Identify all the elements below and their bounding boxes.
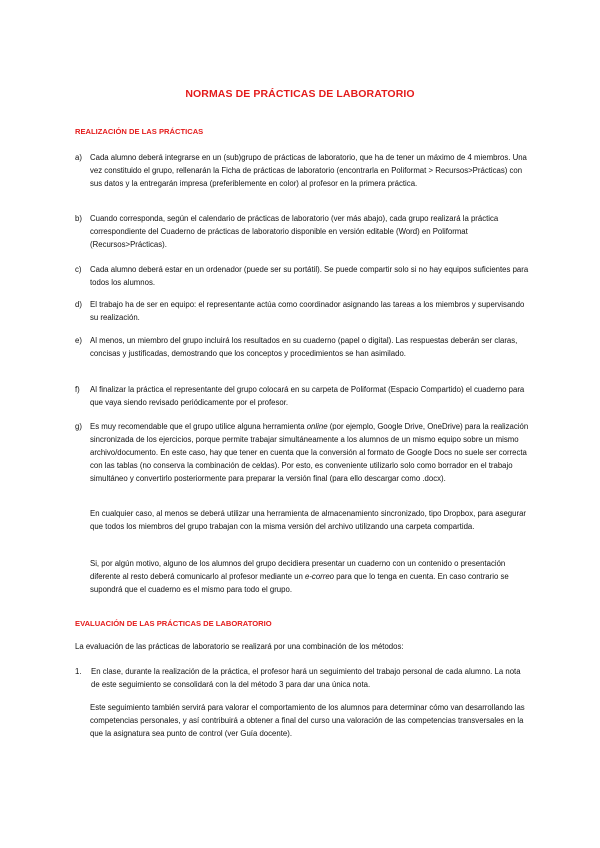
paragraph-almacenamiento: En cualquier caso, al menos se deberá utilizar una herramienta de almacenamiento sincronizado, tipo Dropbox, para asegurar que todos los miembros del grupo trabajan con la misma versión del archivo utilizando una carpeta compartida. [90, 509, 527, 531]
list-item-label: c) [75, 265, 82, 274]
list-item-text: Es muy recomendable que el grupo utilice alguna herramienta online (por ejemplo, Google Drive, OneDrive) para la realización sincronizada de los ejercicios, porque permite trabajar simultáneamente a los alumnos de un mismo equipo sobre un mismo archivo/documento. En este caso, hay que tener en cuenta que la conversión al formato de Google Docs no suele ser correcta con las tablas (no conserva la combinación de celdas). Por esto, es conveniente utilizarlo solo como borrador en el trabajo simultáneo y convertirlo posteriormente para preparar la versión final (para ello descargar como .docx). [90, 422, 529, 483]
list-item-g [75, 420, 530, 485]
list-item-text: Al menos, un miembro del grupo incluirá los resultados en su cuaderno (papel o digital). Las respuestas deberán ser claras, concisas y justificadas, demostrando que los conceptos y procedimientos se han asimilado. [90, 336, 518, 358]
paragraph-seguimiento: Este seguimiento también servirá para valorar el comportamiento de los alumnos para determinar cómo van desarrollando las competencias personales, y así contribuirá a obtener a final del curso una valoración de las competencias transversales en la que la asignatura sea punto de control (ver Guía docente). [90, 703, 525, 738]
emphasis-ecorreo: e-correo [304, 572, 335, 581]
list-item-d [75, 298, 530, 324]
list-item-label: f) [75, 385, 80, 394]
list-item-text: El trabajo ha de ser en equipo: el representante actúa como coordinador asignando las tareas a los miembros y supervisando su realización. [90, 300, 525, 322]
list-item-c [75, 263, 530, 289]
list-item-text: Cada alumno deberá integrarse en un (sub)grupo de prácticas de laboratorio, que ha de tener un máximo de 4 miembros. Una vez constituido el grupo, rellenarán la Ficha de prácticas de laboratorio (encontrarla en Poliformat > Recursos>Prácticas) con sus datos y la entregarán impresa (preferiblemente en color) al profesor en la primera práctica. [90, 153, 527, 188]
section-heading-evaluacion: EVALUACIÓN DE LAS PRÁCTICAS DE LABORATORIO [75, 619, 272, 628]
list-item-e [75, 334, 530, 360]
list-item-text: Cada alumno deberá estar en un ordenador (puede ser su portátil). Se puede compartir solo si no hay equipos suficientes para todos los alumnos. [90, 265, 529, 287]
list-item-f [75, 383, 530, 409]
list-item-label: a) [75, 153, 82, 162]
list-item-label: 1. [75, 667, 82, 676]
list-item-label: d) [75, 300, 82, 309]
list-item-text: En clase, durante la realización de la práctica, el profesor hará un seguimiento del trabajo personal de cada alumno. La nota de este seguimiento se consolidará con la del método 3 para dar una única nota. [91, 667, 521, 689]
paragraph-cuaderno-diferente: Si, por algún motivo, alguno de los alumnos del grupo decidiera presentar un cuaderno con un contenido o presentación diferente al resto deberá comunicarlo al profesor mediante un e-correo para que lo tenga en cuenta. En caso contrario se supondrá que el cuaderno es el mismo para todo el grupo. [90, 559, 509, 594]
document-title: NORMAS DE PRÁCTICAS DE LABORATORIO [185, 88, 415, 100]
section-heading-realizacion: REALIZACIÓN DE LAS PRÁCTICAS [75, 127, 204, 136]
list-item-label: e) [75, 336, 82, 345]
list-item-text: Al finalizar la práctica el representante del grupo colocará en su carpeta de Poliformat (Espacio Compartido) el cuaderno para que vaya siendo revisado periódicamente por el profesor. [90, 385, 525, 407]
list-item-label: g) [75, 422, 82, 431]
list-item-a [75, 151, 530, 190]
emphasis-online: online [306, 422, 328, 431]
list-item-text: Cuando corresponda, según el calendario de prácticas de laboratorio (ver más abajo), cada grupo realizará la práctica correspondiente del Cuaderno de prácticas de laboratorio disponible en versión editable (Word) en Poliformat (Recursos>Prácticas). [90, 214, 499, 249]
paragraph-evaluacion-intro: La evaluación de las prácticas de laboratorio se realizará por una combinación de los métodos: [75, 642, 404, 651]
list-item-1 [75, 665, 530, 691]
list-item-label: b) [75, 214, 82, 223]
list-item-b [75, 212, 530, 251]
